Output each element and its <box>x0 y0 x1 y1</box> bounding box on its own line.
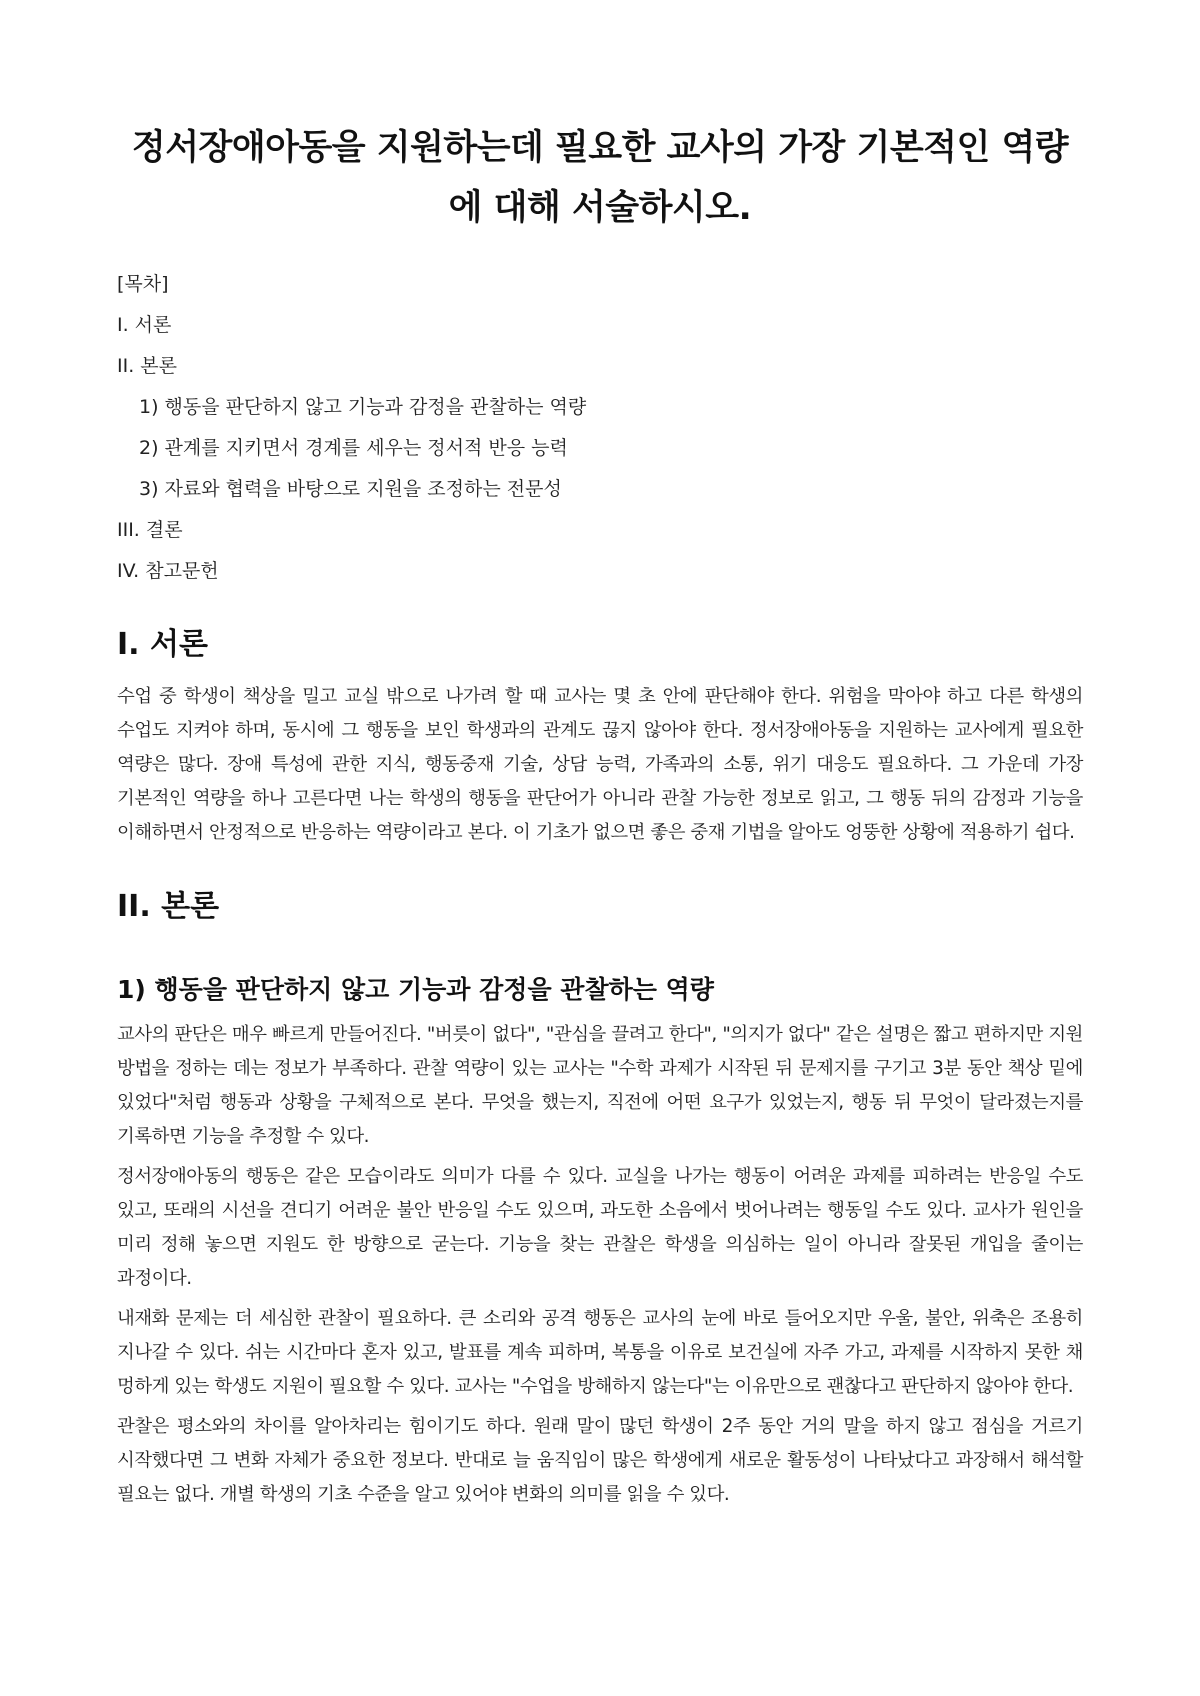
body-paragraph: 내재화 문제는 더 세심한 관찰이 필요하다. 큰 소리와 공격 행동은 교사의 눈에 바로 들어오지만 우울, 불안, 위축은 조용히 지나갈 수 있다. 쉬는 시간마다 혼자 있고, 발표를 계속 피하며, 복통을 이유로 보건실에 자주 가고, 과제를 시작하지 못한 채 멍하게 있는 학생도 지원이 필요할 수 있다. 교사는 "수업을 방해하지 않는다"는 이유만으로 괜찮다고 판단하지 않아야 한다. <box>117 1308 1083 1397</box>
subsection-heading-observation: 1) 행동을 판단하지 않고 기능과 감정을 관찰하는 역량 <box>117 975 714 1004</box>
toc-label: [목차] <box>117 273 169 295</box>
section-heading-body: II. 본론 <box>117 889 220 924</box>
toc-item-introduction: I. 서론 <box>117 314 172 336</box>
body-paragraph: 정서장애아동의 행동은 같은 모습이라도 의미가 다를 수 있다. 교실을 나가는 행동이 어려운 과제를 피하려는 반응일 수도 있고, 또래의 시선을 견디기 어려운 불안 반응일 수도 있으며, 과도한 소음에서 벗어나려는 행동일 수도 있다. 교사가 원인을 미리 정해 놓으면 지원도 한 방향으로 굳는다. 기능을 찾는 관찰은 학생을 의심하는 일이 아니라 잘못된 개입을 줄이는 과정이다. <box>117 1166 1083 1289</box>
toc-item-references: IV. 참고문헌 <box>117 560 219 582</box>
toc-item-body-1: 1) 행동을 판단하지 않고 기능과 감정을 관찰하는 역량 <box>139 396 587 418</box>
document-title: 정서장애아동을 지원하는데 필요한 교사의 가장 기본적인 역량에 대해 서술하시오. <box>131 128 1069 228</box>
body-paragraph: 교사의 판단은 매우 빠르게 만들어진다. "버릇이 없다", "관심을 끌려고 한다", "의지가 없다" 같은 설명은 짧고 편하지만 지원 방법을 정하는 데는 정보가 부족하다. 관찰 역량이 있는 교사는 "수학 과제가 시작된 뒤 문제지를 구기고 3분 동안 책상 밑에 있었다"처럼 행동과 상황을 구체적으로 본다. 무엇을 했는지, 직전에 어떤 요구가 있었는지, 행동 뒤 무엇이 달라졌는지를 기록하면 기능을 추정할 수 있다. <box>117 1024 1083 1147</box>
toc-item-conclusion: III. 결론 <box>117 519 183 541</box>
toc-item-body-2: 2) 관계를 지키면서 경계를 세우는 정서적 반응 능력 <box>139 437 568 459</box>
table-of-contents <box>117 264 1083 592</box>
introduction-paragraph: 수업 중 학생이 책상을 밀고 교실 밖으로 나가려 할 때 교사는 몇 초 안에 판단해야 한다. 위험을 막아야 하고 다른 학생의 수업도 지켜야 하며, 동시에 그 행동을 보인 학생과의 관계도 끊지 않아야 한다. 정서장애아동을 지원하는 교사에게 필요한 역량은 많다. 장애 특성에 관한 지식, 행동중재 기술, 상담 능력, 가족과의 소통, 위기 대응도 필요하다. 그 가운데 가장 기본적인 역량을 하나 고른다면 나는 학생의 행동을 판단어가 아니라 관찰 가능한 정보로 읽고, 그 행동 뒤의 감정과 기능을 이해하면서 안정적으로 반응하는 역량이라고 본다. 이 기초가 없으면 좋은 중재 기법을 알아도 엉뚱한 상황에 적용하기 쉽다. <box>117 686 1083 843</box>
toc-item-body-3: 3) 자료와 협력을 바탕으로 지원을 조정하는 전문성 <box>139 478 562 500</box>
body-paragraph: 관찰은 평소와의 차이를 알아차리는 힘이기도 하다. 원래 말이 많던 학생이 2주 동안 거의 말을 하지 않고 점심을 거르기 시작했다면 그 변화 자체가 중요한 정보다. 반대로 늘 움직임이 많은 학생에게 새로운 활동성이 나타났다고 과장해서 해석할 필요는 없다. 개별 학생의 기초 수준을 알고 있어야 변화의 의미를 읽을 수 있다. <box>117 1416 1083 1505</box>
toc-item-body: II. 본론 <box>117 355 177 377</box>
section-heading-introduction: I. 서론 <box>117 627 208 662</box>
